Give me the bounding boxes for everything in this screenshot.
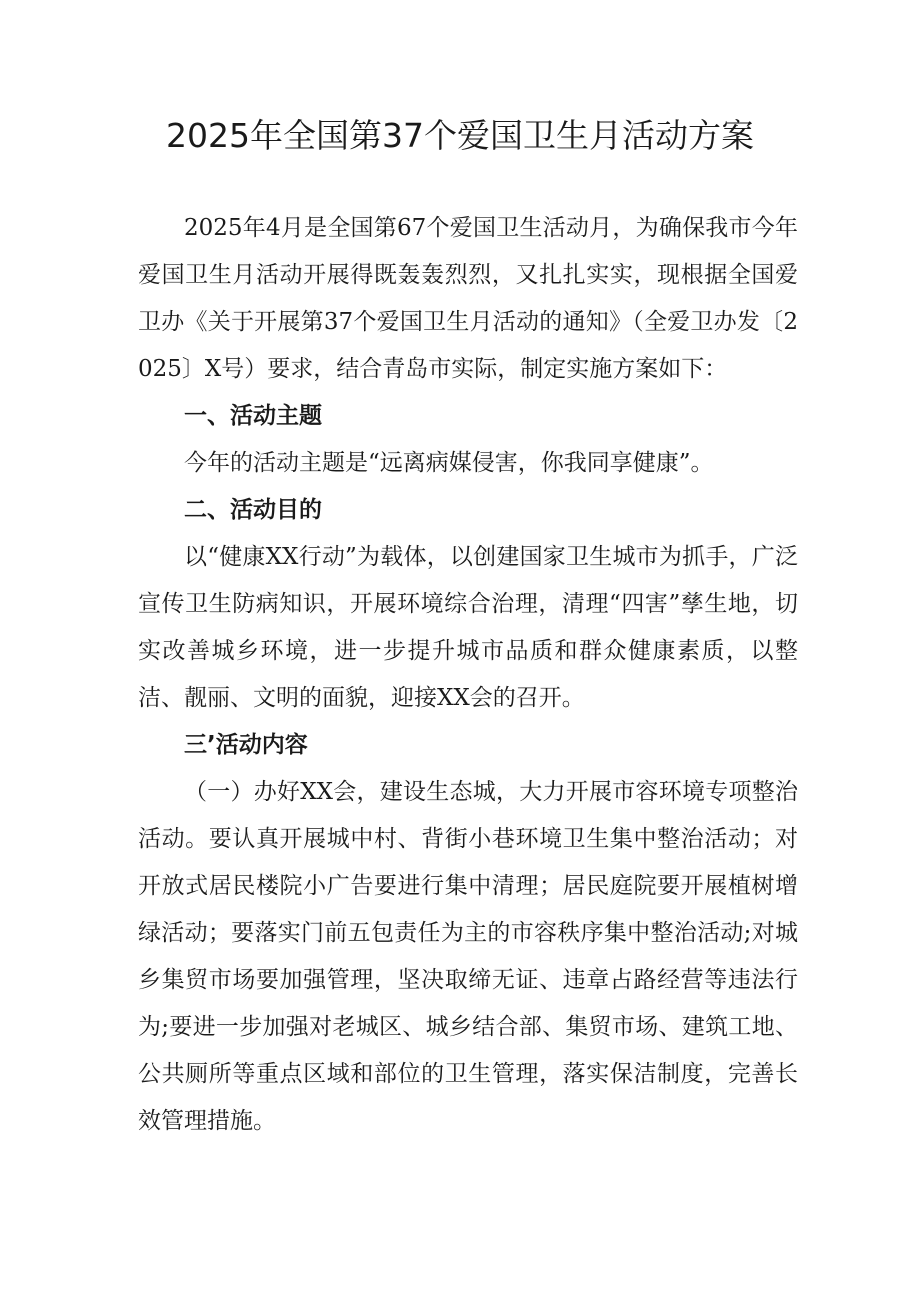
section-heading: 三’活动内容 xyxy=(184,732,308,758)
document-body xyxy=(138,205,798,1145)
section-paragraph: （一）办好XX会，建设生态城，大力开展市容环境专项整治活动。要认真开展城中村、背街小巷环境卫生集中整治活动；对开放式居民楼院小广告要进行集中清理；居民庭院要开展植树增绿活动；要落实门前五包责任为主的市容秩序集中整治活动;对城乡集贸市场要加强管理，坚决取缔无证、违章占路经营等违法行为;要进一步加强对老城区、城乡结合部、集贸市场、建筑工地、公共厕所等重点区域和部位的卫生管理，落实保洁制度，完善长效管理措施。 xyxy=(138,779,798,1134)
section-content xyxy=(138,722,798,1145)
section-paragraph: 今年的活动主题是“远离病媒侵害，你我同享健康”。 xyxy=(184,450,714,476)
section-paragraph: 以“健康XX行动”为载体，以创建国家卫生城市为抓手，广泛宣传卫生防病知识，开展环境综合治理，清理“四害”孳生地，切实改善城乡环境，进一步提升城市品质和群众健康素质，以整洁、靓丽、文明的面貌，迎接XX会的召开。 xyxy=(138,544,798,711)
intro-paragraph: 2025年4月是全国第67个爱国卫生活动月，为确保我市今年爱国卫生月活动开展得既轰轰烈烈，又扎扎实实，现根据全国爱卫办《关于开展第37个爱国卫生月活动的通知》（全爱卫办发〔2025〕X号）要求，结合青岛市实际，制定实施方案如下： xyxy=(138,215,798,382)
section-purpose xyxy=(138,487,798,722)
document-title: 2025年全国第37个爱国卫生月活动方案 xyxy=(166,116,754,155)
section-theme xyxy=(138,393,798,487)
section-heading: 二、活动目的 xyxy=(184,497,322,523)
section-heading: 一、活动主题 xyxy=(184,403,322,429)
